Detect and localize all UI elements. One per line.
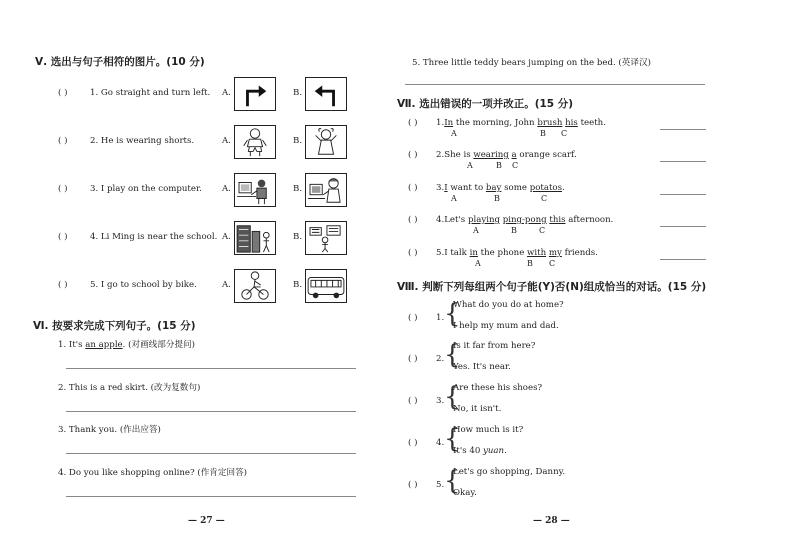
question-prefix: 3. Thank you. (作出应答) — [58, 425, 161, 435]
underlined-option: his — [565, 118, 578, 128]
question-text: 1. Go straight and turn left. — [90, 88, 211, 98]
option-letter: C — [541, 194, 548, 203]
sentence-text: the morning, John — [453, 118, 538, 128]
correction-line[interactable] — [660, 194, 706, 195]
error-sentence — [436, 183, 565, 193]
boy-in-shorts-icon[interactable] — [234, 125, 276, 159]
dialogue-question: Let's go shopping, Danny. — [453, 467, 566, 477]
option-letter: B — [496, 161, 502, 170]
option-letter: B — [494, 194, 500, 203]
option-a-label: A. — [222, 184, 231, 194]
page-number-right: — 28 — — [533, 516, 570, 526]
underlined-option: In — [444, 118, 454, 128]
dialogue-question: What do you do at home? — [453, 300, 564, 310]
question-text: 2. He is wearing shorts. — [90, 136, 195, 146]
dialogue-question: Are these his shoes? — [453, 383, 543, 393]
question-prefix: 4. Do you like shopping online? (作肯定回答) — [58, 468, 248, 478]
answer-text: I help my mum and dad. — [453, 321, 559, 331]
answer-line[interactable] — [66, 496, 356, 497]
option-letter: B — [540, 129, 546, 138]
item-number: 4. — [436, 215, 445, 225]
sentence-text: Let's — [444, 215, 468, 225]
page-number-left: — 27 — — [188, 516, 225, 526]
underlined-option: with — [527, 248, 547, 258]
item-number: 5. — [436, 480, 445, 490]
answer-blank[interactable]: ( ) — [58, 88, 68, 98]
option-letter: A — [451, 194, 457, 203]
item-number: 2. — [436, 150, 445, 160]
dialogue-answer — [453, 404, 501, 414]
underlined-phrase: an apple — [85, 340, 123, 350]
girl-at-computer-icon[interactable] — [305, 173, 347, 207]
sentence-text: orange — [519, 150, 550, 160]
question-text — [58, 466, 247, 478]
underlined-option: ping-pong — [502, 215, 547, 225]
correction-line[interactable] — [660, 259, 706, 260]
dialogue-question: Is it far from here? — [453, 341, 536, 351]
sentence-text: some — [501, 183, 530, 193]
option-b-label: B. — [293, 136, 303, 146]
answer-blank[interactable]: ( ) — [408, 396, 418, 406]
option-b-label: B. — [293, 88, 303, 98]
question-text — [58, 338, 195, 350]
boy-near-building-icon[interactable] — [234, 221, 276, 255]
item-number: 2. — [436, 354, 445, 364]
sentence-text: want to — [447, 183, 486, 193]
answer-text: Yes. It's near. — [453, 362, 511, 372]
underlined-option: potatos — [529, 183, 562, 193]
dialogue-answer — [453, 362, 511, 372]
underlined-option: playing — [467, 215, 500, 225]
answer-blank[interactable]: ( ) — [408, 248, 418, 258]
answer-text: It's 40 — [453, 446, 484, 456]
translate-answer-line[interactable] — [405, 84, 705, 85]
error-sentence — [436, 215, 613, 225]
section-8-title: Ⅷ. 判断下列每组两个句子能(Y)否(N)组成恰当的对话。(15 分) — [397, 281, 707, 293]
option-a-label: A. — [222, 280, 231, 290]
answer-line[interactable] — [66, 368, 356, 369]
dialogue-answer — [453, 321, 559, 331]
boy-on-bike-icon[interactable] — [234, 269, 276, 303]
option-a-label: A. — [222, 88, 231, 98]
item-number: 3. — [436, 396, 445, 406]
underlined-option: I — [444, 183, 448, 193]
section-5-title: Ⅴ. 选出与句子相符的图片。(10 分) — [35, 56, 205, 68]
option-letter: A — [473, 226, 479, 235]
answer-blank[interactable]: ( ) — [58, 136, 68, 146]
answer-line[interactable] — [66, 411, 356, 412]
answer-blank[interactable]: ( ) — [58, 184, 68, 194]
answer-blank[interactable]: ( ) — [408, 118, 418, 128]
answer-blank[interactable]: ( ) — [408, 183, 418, 193]
option-letter: B — [511, 226, 517, 235]
sentence-text: scarf. — [549, 150, 577, 160]
sentence-text: I talk — [444, 248, 470, 258]
underlined-option: bay — [485, 183, 502, 193]
error-sentence — [436, 118, 606, 128]
option-b-label: B. — [293, 232, 303, 242]
error-sentence — [436, 248, 598, 258]
school-bus-icon[interactable] — [305, 269, 347, 303]
underlined-option: a — [511, 150, 517, 160]
question-prefix: 1. It's — [58, 340, 86, 350]
sentence-text: She is — [444, 150, 474, 160]
underlined-option: brush — [537, 118, 563, 128]
correction-line[interactable] — [660, 226, 706, 227]
question-text: 4. Li Ming is near the school. — [90, 232, 218, 242]
underlined-option: in — [469, 248, 478, 258]
error-sentence — [436, 150, 577, 160]
sentence-text: the phone — [477, 248, 528, 258]
answer-blank[interactable]: ( ) — [408, 354, 418, 364]
boy-at-computer-icon[interactable] — [234, 173, 276, 207]
brace-icon: { — [444, 424, 461, 454]
sentence-text: afternoon. — [565, 215, 614, 225]
answer-text: No, it isn't. — [453, 404, 502, 414]
answer-blank[interactable]: ( ) — [58, 232, 68, 242]
item-number: 3. — [436, 183, 445, 193]
option-a-label: A. — [222, 136, 231, 146]
answer-blank[interactable]: ( ) — [58, 280, 68, 290]
girl-icon[interactable] — [305, 125, 347, 159]
item-number: 4. — [436, 438, 445, 448]
answer-blank[interactable]: ( ) — [408, 313, 418, 323]
section-6-title: Ⅵ. 按要求完成下列句子。(15 分) — [33, 320, 196, 332]
section-7-title: Ⅶ. 选出错误的一项并改正。(15 分) — [397, 98, 574, 110]
option-letter: B — [527, 259, 533, 268]
option-letter: C — [549, 259, 556, 268]
option-letter: C — [512, 161, 519, 170]
answer-blank[interactable]: ( ) — [408, 150, 418, 160]
option-letter: C — [561, 129, 568, 138]
dialogue-answer — [453, 446, 507, 456]
underlined-option: my — [548, 248, 562, 258]
turn-right-arrow-icon[interactable] — [234, 77, 276, 111]
dialogue-question: How much is it? — [453, 425, 524, 435]
question-text — [58, 381, 200, 393]
brace-icon: { — [444, 340, 461, 370]
correction-line[interactable] — [660, 161, 706, 162]
option-letter: A — [467, 161, 473, 170]
correction-line[interactable] — [660, 129, 706, 130]
boy-near-school-icon[interactable] — [305, 221, 347, 255]
option-letter: C — [539, 226, 546, 235]
item-number: 5. — [436, 248, 445, 258]
item-number: 1. — [436, 118, 445, 128]
dialogue-answer — [453, 488, 477, 498]
question-suffix: . (对画线部分提问) — [122, 340, 195, 350]
turn-left-arrow-icon[interactable] — [305, 77, 347, 111]
option-letter: A — [475, 259, 481, 268]
sentence-text: friends. — [561, 248, 598, 258]
item-number: 1. — [436, 313, 445, 323]
underlined-option: this — [549, 215, 566, 225]
option-b-label: B. — [293, 184, 303, 194]
question-prefix: 2. This is a red skirt. (改为复数句) — [58, 383, 201, 393]
answer-text: Okay. — [453, 488, 477, 498]
brace-icon: { — [444, 466, 461, 496]
answer-italic: yuan. — [483, 446, 507, 456]
answer-blank[interactable]: ( ) — [408, 480, 418, 490]
option-b-label: B. — [293, 280, 303, 290]
answer-blank[interactable]: ( ) — [408, 215, 418, 225]
underlined-option: wearing — [473, 150, 509, 160]
brace-icon: { — [444, 382, 461, 412]
brace-icon: { — [444, 299, 461, 329]
sentence-text: teeth. — [577, 118, 606, 128]
question-text: 5. I go to school by bike. — [90, 280, 197, 290]
answer-line[interactable] — [66, 453, 356, 454]
option-a-label: A. — [222, 232, 231, 242]
question-text: 3. I play on the computer. — [90, 184, 202, 194]
answer-blank[interactable]: ( ) — [408, 438, 418, 448]
translate-item: 5. Three little teddy bears jumping on the bed. (英译汉) — [412, 58, 651, 68]
question-text — [58, 423, 161, 435]
sentence-text: . — [561, 183, 565, 193]
option-letter: A — [451, 129, 457, 138]
